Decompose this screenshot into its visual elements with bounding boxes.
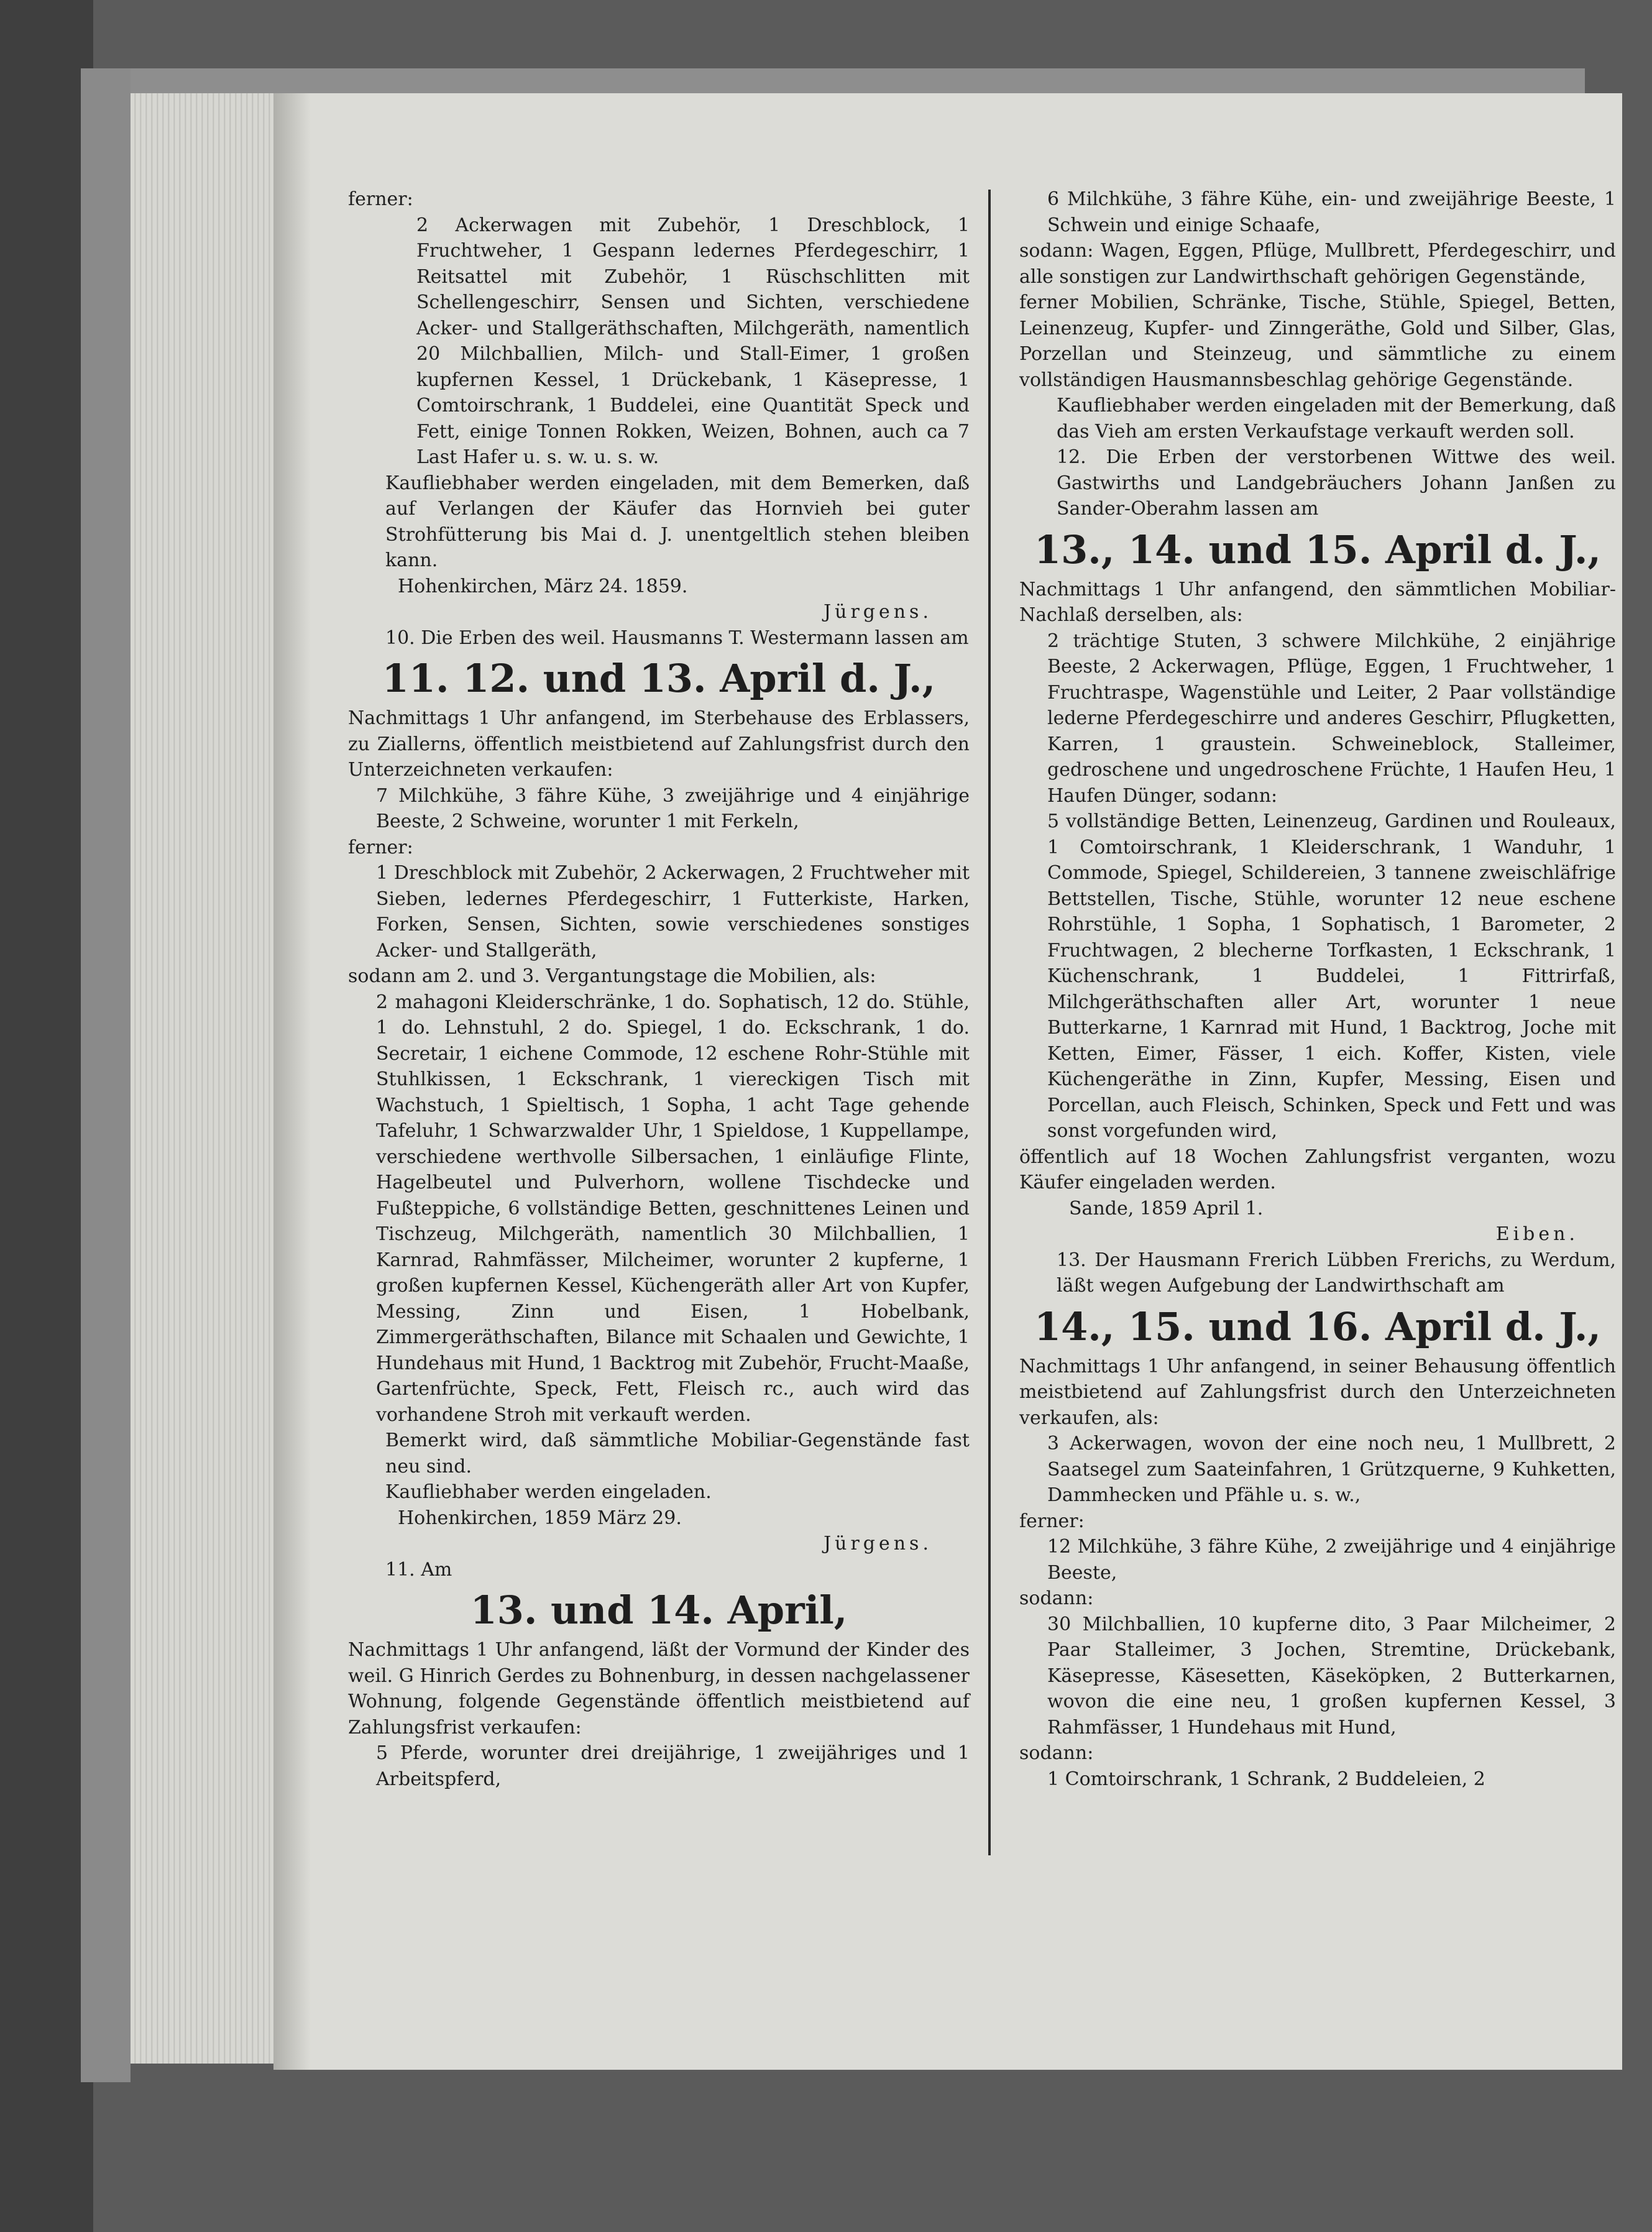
right-text-block: Nachmittags 1 Uhr anfangend, den sämmtlichen Mobiliar-Nachlaß derselben, als: bbox=[1019, 578, 1616, 626]
left-text-block: ferner: bbox=[348, 836, 413, 858]
right-text-block: 30 Milchballien, 10 kupferne dito, 3 Paar Milcheimer, 2 Paar Stalleimer, 3 Jochen, Stremtine, Drückebank, Käsepresse, Käsesetten, Käseköpken, 2 Butterkarnen, wovon die eine neu, 1 großen kupfernen Kessel, 3 Rahmfässer, 1 Hundehaus mit Hund, bbox=[1047, 1613, 1616, 1738]
left-text-block: Nachmittags 1 Uhr anfangend, im Sterbehause des Erblassers, zu Ziallerns, öffentlich meistbietend auf Zahlungsfrist durch den Unterzeichneten verkaufen: bbox=[348, 707, 970, 781]
left-text-block: 2 mahagoni Kleiderschränke, 1 do. Sophatisch, 12 do. Stühle, 1 do. Lehnstuhl, 2 do. Spiegel, 1 do. Eckschrank, 1 do. Secretair, 1 eichene Commode, 12 eschene Rohr-Stühle mit Stuhlkissen, 1 Eckschrank, 1 viereckigen Tisch mit Wachstuch, 1 Spieltisch, 1 Sopha, 1 acht Tage gehende Tafeluhr, 1 Schwarzwalder Uhr, 1 Spieldose, 1 Kuppellampe, verschiedene werthvolle Silbersachen, 1 einläufige Flinte, Hagelbeutel und Pulverhorn, wollene Tischdecke und Fußteppiche, 6 vollständige Betten, geschnittenes Leinen und Tischzeug, Milchgeräth, namentlich 30 Milchballien, 1 Karnrad, Rahmfässer, Milcheimer, worunter 2 kupferne, 1 großen kupfernen Kessel, Küchengeräth aller Art von Kupfer, Messing, Zinn und Eisen, 1 Hobelbank, Zimmergeräthschaften, Bilance mit Schaalen und Gewichte, 1 Hundehaus mit Hund, 1 Backtrog mit Zubehör, Frucht-Maaße, Gartenfrüchte, Speck, Fett, Fleisch rc., auch wird das vorhandene Stroh mit verkauft werden. bbox=[376, 991, 970, 1426]
left-text-block: Kaufliebhaber werden eingeladen, mit dem Bemerken, daß auf Verlangen der Käufer das Hornvieh bei guter Strohfütterung bis Mai d. J. unentgeltlich stehen bleiben kann. bbox=[385, 472, 970, 571]
right-text-block: 5 vollständige Betten, Leinenzeug, Gardinen und Rouleaux, 1 Comtoirschrank, 1 Kleiderschrank, 1 Wanduhr, 1 Commode, Spiegel, Schildereien, 3 tannene zweischläfrige Bettstellen, Tische, Stühle, worunter 12 neue eschene Rohrstühle, 1 Sopha, 1 Sophatisch, 1 Barometer, 2 Fruchtwagen, 2 blecherne Torfkasten, 1 Eckschrank, 1 Küchenschrank, 1 Buddelei, 1 Fittrirfaß, Milchgeräthschaften aller Art, worunter 1 neue Butterkarne, 1 Karnrad mit Hund, 1 Backtrog, Joche mit Ketten, Eimer, Fässer, 1 eich. Koffer, Kisten, viele Küchengeräthe in Zinn, Kupfer, Messing, Eisen und Porcellan, auch Fleisch, Schinken, Speck und Fett und was sonst vorgefunden wird, bbox=[1047, 811, 1616, 1142]
left-place-date-line: Hohenkirchen, März 24. 1859. bbox=[398, 575, 688, 597]
left-auction-date-heading: 11. 12. und 13. April d. J., bbox=[382, 656, 936, 701]
left-text-block: 2 Ackerwagen mit Zubehör, 1 Dreschblock, 1 Fruchtweher, 1 Gespann ledernes Pferdegeschirr, 1 Reitsattel mit Zubehör, 1 Rüschschlitten mit Schellengeschirr, Sensen und Sichten, verschiedene Acker- und Stallgeräthschaften, Milchgeräth, namentlich 20 Milchballien, Milch- und Stall-Eimer, 1 großen kupfernen Kessel, 1 Drückebank, 1 Käsepresse, 1 Comtoirschrank, 1 Buddelei, eine Quantität Speck und Fett, einige Tonnen Rokken, Weizen, Bohnen, auch ca 7 Last Hafer u. s. w. u. s. w. bbox=[416, 214, 970, 468]
book-binding bbox=[0, 0, 93, 2232]
page-edges bbox=[131, 93, 277, 2064]
right-text-block: Kaufliebhaber werden eingeladen mit der Bemerkung, daß das Vieh am ersten Verkaufstage verkauft werden soll. bbox=[1057, 395, 1616, 443]
right-place-date-line: Sande, 1859 April 1. bbox=[1069, 1197, 1264, 1219]
right-text-block: ferner: bbox=[1019, 1510, 1085, 1532]
right-text-block: Nachmittags 1 Uhr anfangend, in seiner Behausung öffentlich meistbietend auf Zahlungsfrist durch den Unterzeichneten verkaufen, als: bbox=[1019, 1355, 1616, 1429]
left-text-block: 1 Dreschblock mit Zubehör, 2 Ackerwagen, 2 Fruchtweher mit Sieben, ledernes Pferdegeschirr, 1 Futterkiste, Harken, Forken, Sensen, Sichten, sowie verschiedenes sonstiges Acker- und Stallgeräth, bbox=[376, 862, 970, 962]
book-cover-left bbox=[81, 68, 131, 2082]
left-text-block: Bemerkt wird, daß sämmtliche Mobiliar-Gegenstände fast neu sind. bbox=[385, 1430, 970, 1477]
right-auction-date-heading: 13., 14. und 15. April d. J., bbox=[1034, 526, 1602, 572]
left-text-block: sodann am 2. und 3. Vergantungstage die Mobilien, als: bbox=[348, 965, 876, 987]
page-gutter-shadow bbox=[273, 93, 311, 2070]
right-text-block: 6 Milchkühe, 3 fähre Kühe, ein- und zweijährige Beeste, 1 Schwein und einige Schaafe, bbox=[1047, 188, 1616, 236]
left-text-block: 5 Pferde, worunter drei dreijährige, 1 zweijähriges und 1 Arbeitspferd, bbox=[376, 1742, 970, 1790]
left-column bbox=[348, 186, 970, 1792]
right-text-block: öffentlich auf 18 Wochen Zahlungsfrist verganten, wozu Käufer eingeladen werden. bbox=[1019, 1146, 1616, 1193]
left-text-block: 11. Am bbox=[385, 1558, 452, 1581]
right-signature: Eiben. bbox=[1495, 1223, 1579, 1245]
column-divider bbox=[988, 190, 991, 1855]
right-text-block: sodann: Wagen, Eggen, Pflüge, Mullbrett, Pferdegeschirr, und alle sonstigen zur Landwirthschaft gehörigen Gegenstände, bbox=[1019, 240, 1616, 288]
right-text-block: 13. Der Hausmann Frerich Lübben Frerichs, zu Werdum, läßt wegen Aufgebung der Landwirthschaft am bbox=[1057, 1249, 1616, 1297]
right-text-block: sodann: bbox=[1019, 1742, 1094, 1764]
left-auction-date-heading: 13. und 14. April, bbox=[470, 1587, 848, 1633]
right-text-block: 12. Die Erben der verstorbenen Wittwe des weil. Gastwirths und Landgebräuchers Johann Janßen zu Sander-Oberahm lassen am bbox=[1057, 446, 1616, 520]
left-signature: Jürgens. bbox=[824, 601, 932, 623]
right-text-block: 1 Comtoirschrank, 1 Schrank, 2 Buddeleien, 2 bbox=[1047, 1768, 1485, 1790]
right-text-block: 2 trächtige Stuten, 3 schwere Milchkühe, 2 einjährige Beeste, 2 Ackerwagen, Pflüge, Eggen, 1 Fruchtweher, 1 Fruchtraspe, Wagenstühle und Leiter, 2 Paar vollständige lederne Pferdegeschirre und anderes Geschirr, Pflugketten, Karren, 1 graustein. Schweineblock, Stalleimer, gedroschene und ungedroschene Früchte, 1 Haufen Heu, 1 Haufen Dünger, sodann: bbox=[1047, 630, 1616, 807]
right-text-block: ferner Mobilien, Schränke, Tische, Stühle, Spiegel, Betten, Leinenzeug, Kupfer- und Zinngeräthe, Gold und Silber, Glas, Porzellan und Steinzeug, und sämmtliche zu einem vollständigen Hausmannsbeschlag gehörige Gegenstände. bbox=[1019, 292, 1616, 391]
left-text-block: ferner: bbox=[348, 188, 413, 210]
left-place-date-line: Hohenkirchen, 1859 März 29. bbox=[398, 1507, 682, 1529]
right-auction-date-heading: 14., 15. und 16. April d. J., bbox=[1034, 1303, 1602, 1349]
left-signature: Jürgens. bbox=[824, 1533, 932, 1555]
right-column bbox=[1019, 186, 1616, 1792]
right-text-block: 3 Ackerwagen, wovon der eine noch neu, 1 Mullbrett, 2 Saatsegel zum Saateinfahren, 1 Grützquerne, 9 Kuhketten, Dammhecken und Pfähle u. s. w., bbox=[1047, 1433, 1616, 1506]
left-text-block: 7 Milchkühe, 3 fähre Kühe, 3 zweijährige und 4 einjährige Beeste, 2 Schweine, worunter 1 mit Ferkeln, bbox=[376, 784, 970, 832]
right-text-block: 12 Milchkühe, 3 fähre Kühe, 2 zweijährige und 4 einjährige Beeste, bbox=[1047, 1536, 1616, 1584]
right-text-block: sodann: bbox=[1019, 1587, 1094, 1609]
left-text-block: Kaufliebhaber werden eingeladen. bbox=[385, 1481, 712, 1503]
left-text-block: 10. Die Erben des weil. Hausmanns T. Westermann lassen am bbox=[385, 627, 969, 649]
left-text-block: Nachmittags 1 Uhr anfangend, läßt der Vormund der Kinder des weil. G Hinrich Gerdes zu Bohnenburg, in dessen nachgelassener Wohnung, folgende Gegenstände öffentlich meistbietend auf Zahlungsfrist verkaufen: bbox=[348, 1639, 970, 1738]
